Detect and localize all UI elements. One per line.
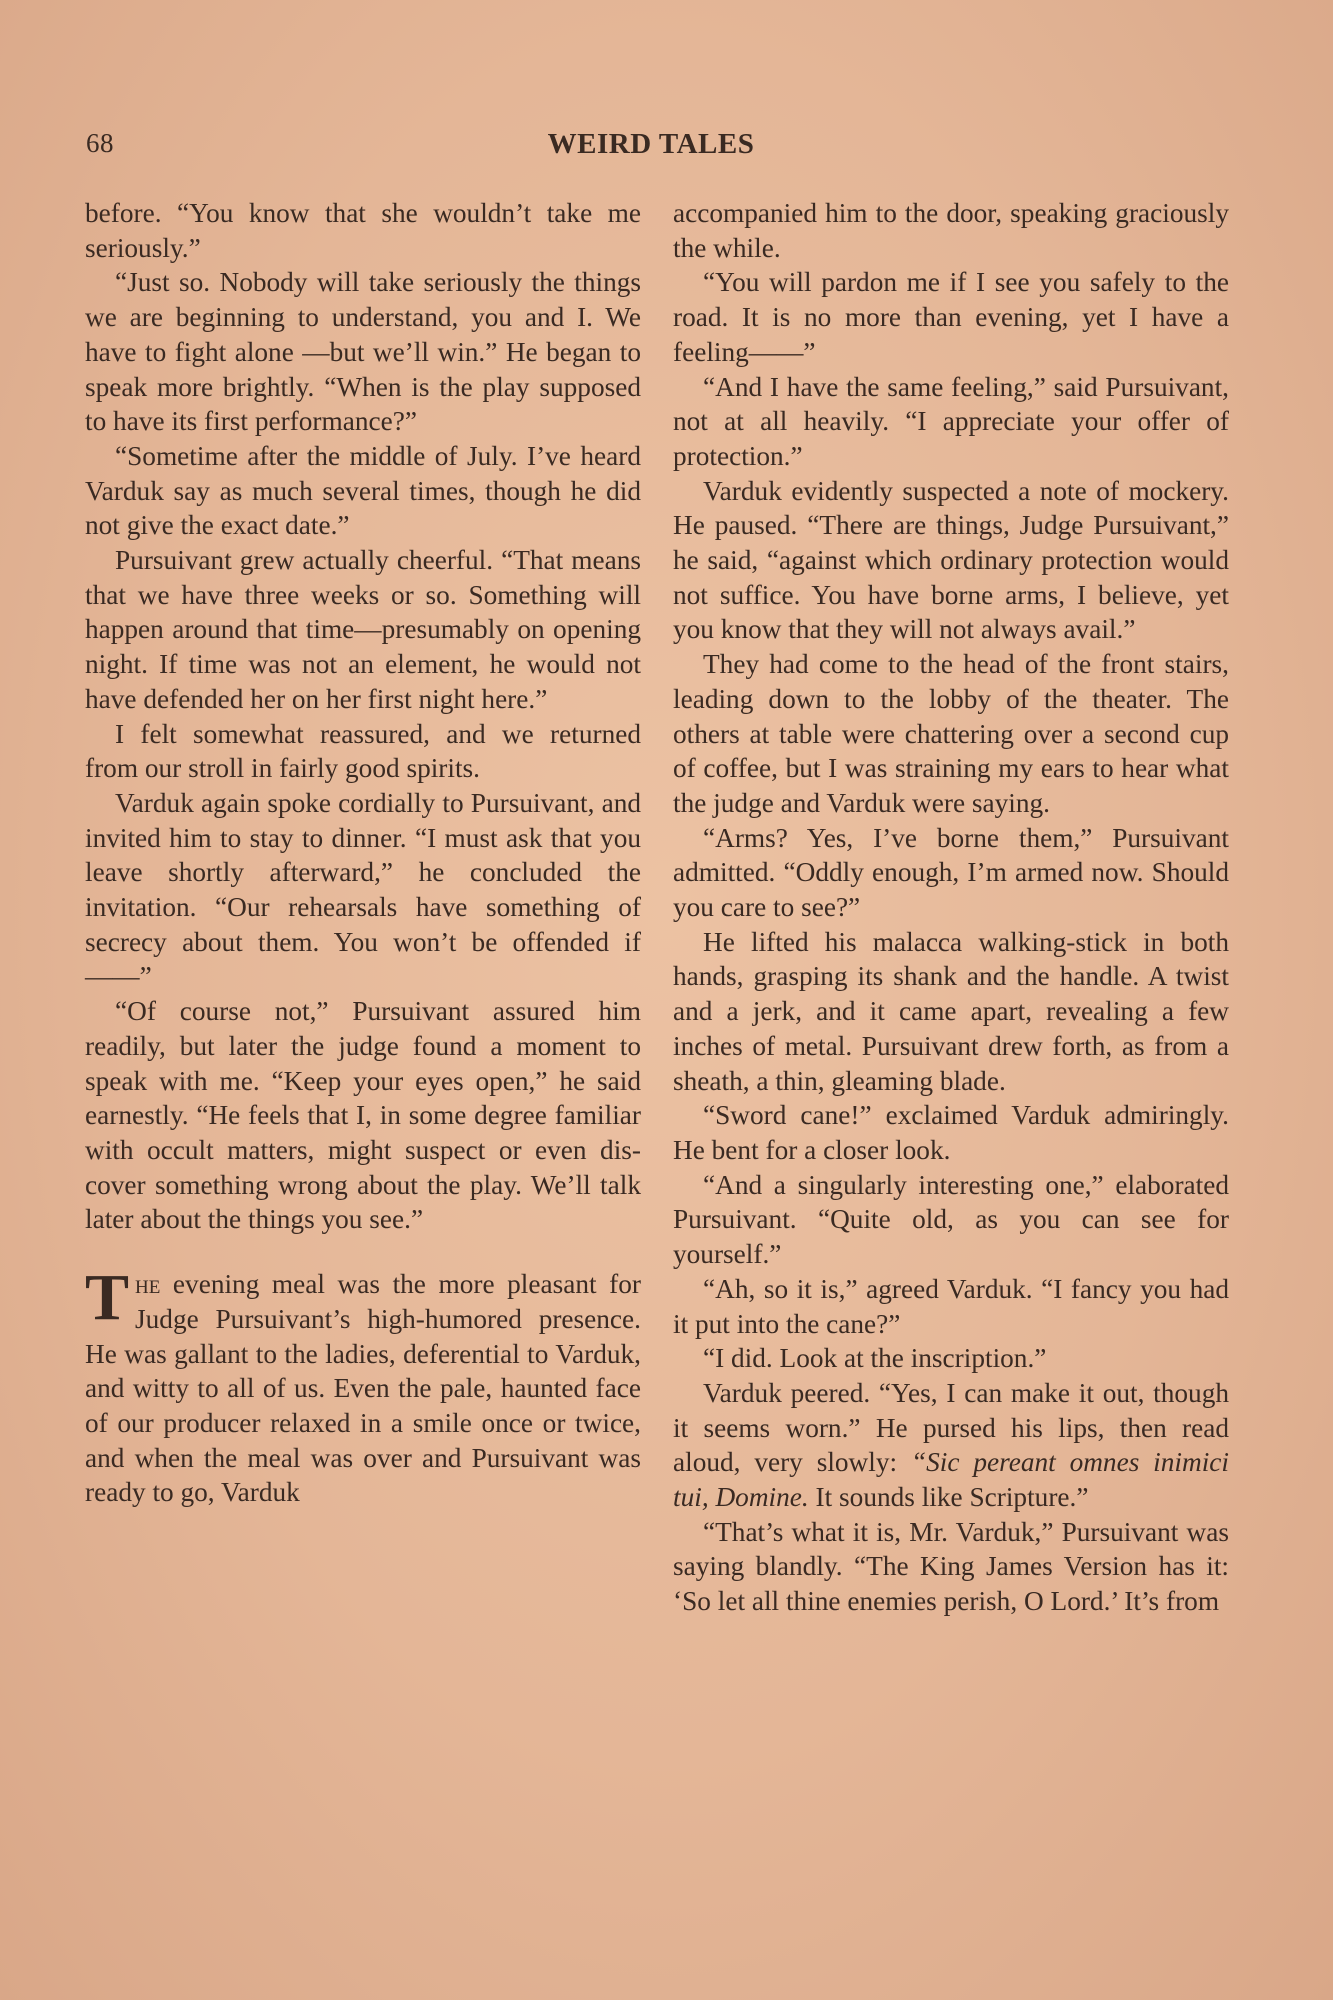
page-number: 68 (86, 128, 114, 158)
paragraph: “Arms? Yes, I’ve borne them,” Pursuivant admitted. “Oddly enough, I’m armed now. Should you care to see?” (673, 822, 1229, 923)
small-caps-lead: he (135, 1269, 161, 1300)
latin-inscription: “Sic pereant omnes inimici tui, Domine. (673, 1447, 1229, 1513)
paragraph: “Just so. Nobody will take seriously the things we are beginning to understand, you and I. We have to fight alone —but we’ll win.” He began to speak more brightly. “When is the play supposed to have its first performance?” (85, 267, 641, 437)
paragraph: “Sometime after the middle of July. I’ve heard Varduk say as much several times, though he did not give the exact date.” (85, 440, 641, 541)
drop-cap: T (85, 1261, 130, 1335)
running-title: WEIRD TALES (547, 128, 755, 160)
paragraph: “I did. Look at the inscription.” (703, 1343, 1047, 1374)
section-break (85, 1237, 641, 1267)
paragraph: Varduk again spoke cordially to Pursuivant, and invited him to stay to dinner. “I must ask that you leave shortly afterward,” he concluded the invitation. “Our rehearsals have something of secrecy about them. You won’t be offended if——” (85, 787, 641, 992)
paragraph-text: evening meal was the more pleasant for Judge Pursuivant’s high-humored presence. He was gallant to the ladies, deferential to Varduk, and witty to all of us. Even the pale, haunted face of our producer relaxed in a smile once or twice, and when the meal was over and Pursuivant was ready to go, Varduk (85, 1269, 641, 1508)
right-column (673, 196, 1229, 1619)
paragraph: “That’s what it is, Mr. Varduk,” Pursuivant was saying blandly. “The King James Version has it: ‘So let all thine enemies perish, O Lord.’ It’s from (673, 1516, 1229, 1617)
paragraph: “Sword cane!” exclaimed Varduk admiringly. He bent for a closer look. (673, 1100, 1229, 1165)
paragraph-text: It sounds like Scripture.” (808, 1482, 1089, 1513)
paragraph: “And a singularly interesting one,” elaborated Pursuivant. “Quite old, as you can see for yourself.” (673, 1169, 1229, 1270)
paragraph (673, 1376, 1229, 1515)
paragraph: “Ah, so it is,” agreed Varduk. “I fancy you had it put into the cane?” (673, 1273, 1229, 1339)
paragraph: Pursuivant grew actually cheerful. “That means that we have three weeks or so. Something will happen around that time—presumably on opening night. If time was not an element, he would not have defended her on her first night here.” (85, 545, 641, 714)
paragraph: before. “You know that she wouldn’t take me seriously.” (85, 198, 641, 263)
paragraph: “Of course not,” Pursuivant assured him readily, but later the judge found a moment to speak with me. “Keep your eyes open,” he said earnestly. “He feels that I, in some degree familiar with occult matters, might suspect or even discover something wrong about the play. We’ll talk later about the things you see.” (85, 996, 641, 1235)
left-column (85, 196, 641, 1510)
page-header (86, 128, 1216, 168)
paragraph: Varduk evidently suspected a note of mockery. He paused. “There are things, Judge Pursuivant,” he said, “against which ordinary protection would not suffice. You have borne arms, I believe, yet you know that they will not always avail.” (673, 475, 1229, 645)
paragraph: “You will pardon me if I see you safely to the road. It is no more than evening, yet I have a feeling——” (673, 267, 1229, 367)
paragraph: “And I have the same feeling,” said Pursuivant, not at all heavily. “I appreciate your offer of protection.” (673, 371, 1229, 471)
paragraph: He lifted his malacca walking-stick in both hands, grasping its shank and the handle. A twist and a jerk, and it came apart, revealing a few inches of metal. Pursuivant drew forth, as from a sheath, a thin, gleaming blade. (673, 926, 1229, 1096)
paragraph: I felt somewhat reassured, and we returned from our stroll in fairly good spirits. (85, 718, 641, 784)
paragraph-text: Varduk peered. “Yes, I can make it out, though it seems worn.” He pursed his lips, then read aloud, very slowly: (673, 1377, 1229, 1478)
paragraph: They had come to the head of the front stairs, leading down to the lobby of the theater. The others at table were chattering over a second cup of coffee, but I was straining my ears to hear what the judge and Varduk were saying. (673, 649, 1229, 818)
paragraph: accompanied him to the door, speaking graciously the while. (673, 198, 1229, 263)
section-opening-paragraph (85, 1261, 641, 1510)
